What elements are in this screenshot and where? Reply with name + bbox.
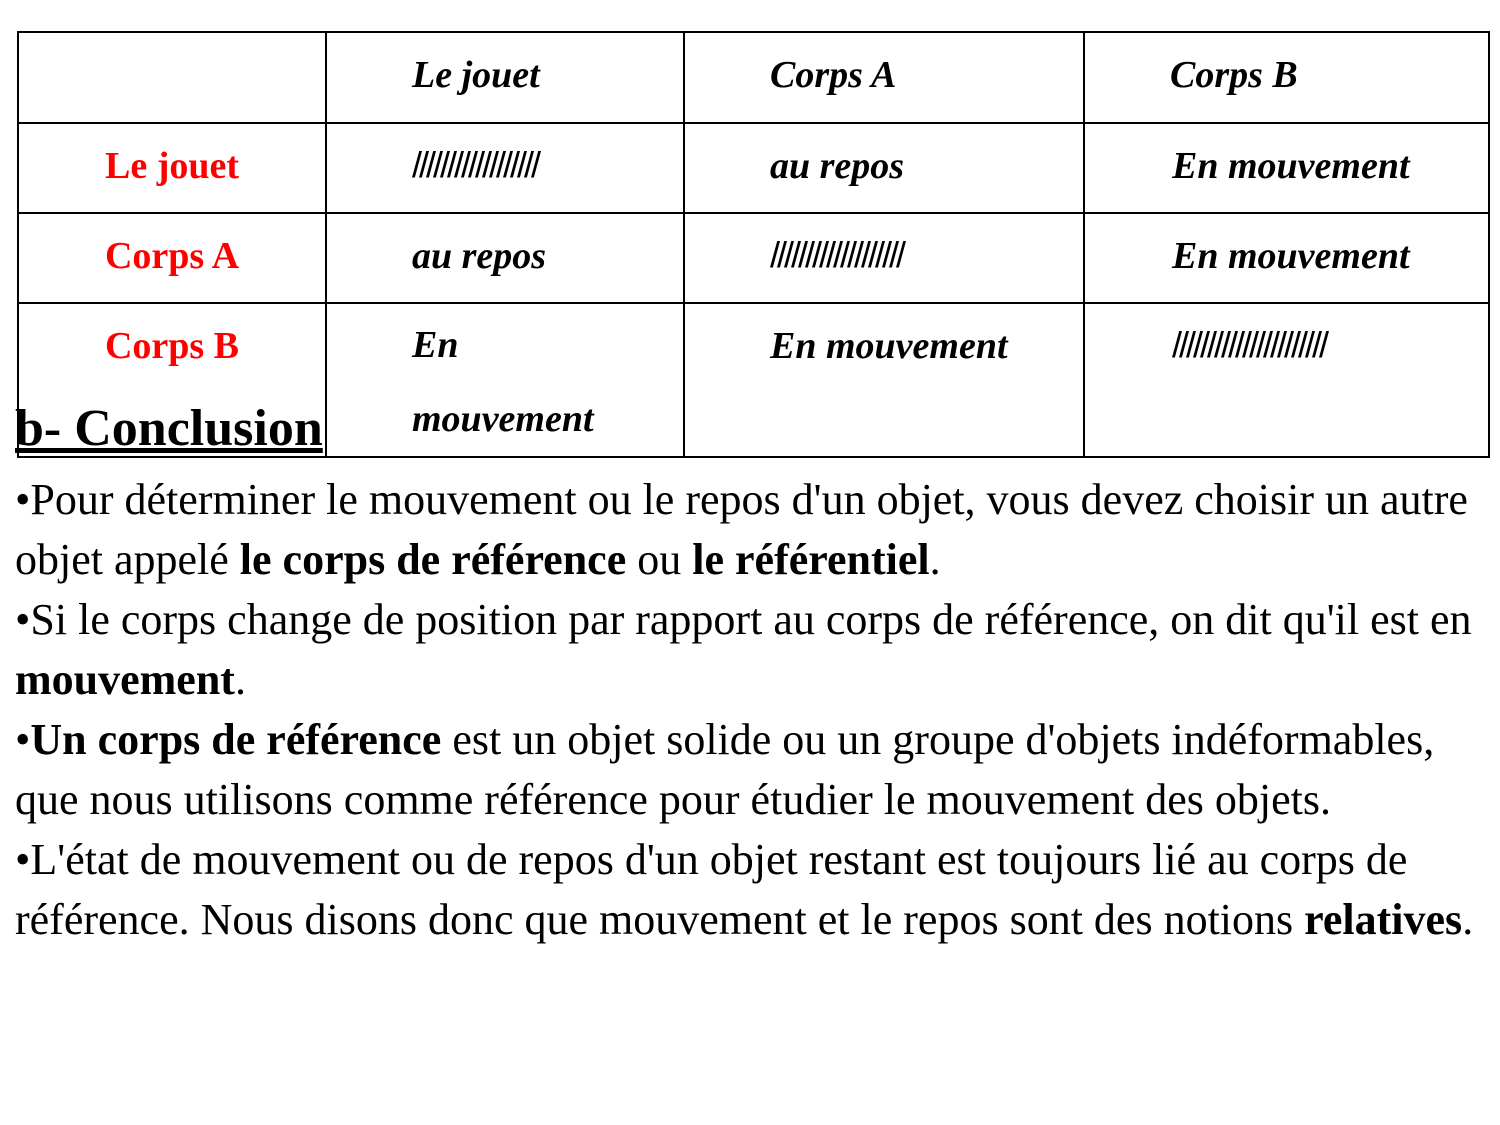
table-cell: En mouvement	[1084, 213, 1489, 303]
table-cell: En mouvement	[684, 303, 1084, 457]
table-cell: En mouvement	[1084, 123, 1489, 213]
conclusion-paragraph: •Un corps de référence est un objet solide ou un groupe d'objets indéformables, que nous utilisons comme référence pour étudier le mouvement des objets.	[15, 715, 1435, 824]
cell-line: mouvement	[412, 398, 594, 440]
column-header-le-jouet: Le jouet	[326, 32, 684, 123]
column-header-corps-a: Corps A	[684, 32, 1084, 123]
row-header-le-jouet: Le jouet	[18, 123, 326, 213]
column-header-corps-b: Corps B	[1084, 32, 1489, 123]
table-cell	[326, 303, 684, 457]
relative-motion-table	[17, 31, 1490, 458]
table-cell: //////////////////////	[1084, 303, 1489, 457]
table-cell: //////////////////	[326, 123, 684, 213]
conclusion-body	[15, 470, 1485, 950]
table-corner-cell	[18, 32, 326, 123]
cell-line: En	[412, 324, 459, 366]
conclusion-paragraph: •L'état de mouvement ou de repos d'un objet restant est toujours lié au corps de référence. Nous disons donc que mouvement et le repos sont des notions relatives.	[15, 835, 1474, 944]
table-row	[18, 123, 1489, 213]
table-cell: au repos	[326, 213, 684, 303]
row-header-corps-b: Corps B	[18, 303, 326, 457]
row-header-corps-a: Corps A	[18, 213, 326, 303]
table-cell: ///////////////////	[684, 213, 1084, 303]
table-header-row	[18, 32, 1489, 123]
conclusion-paragraph: •Si le corps change de position par rapport au corps de référence, on dit qu'il est en mouvement.	[15, 595, 1472, 704]
table-row	[18, 213, 1489, 303]
conclusion-paragraph: •Pour déterminer le mouvement ou le repos d'un objet, vous devez choisir un autre objet appelé le corps de référence ou le référentiel.	[15, 475, 1468, 584]
conclusion-heading: b- Conclusion	[15, 400, 323, 457]
table-cell: au repos	[684, 123, 1084, 213]
